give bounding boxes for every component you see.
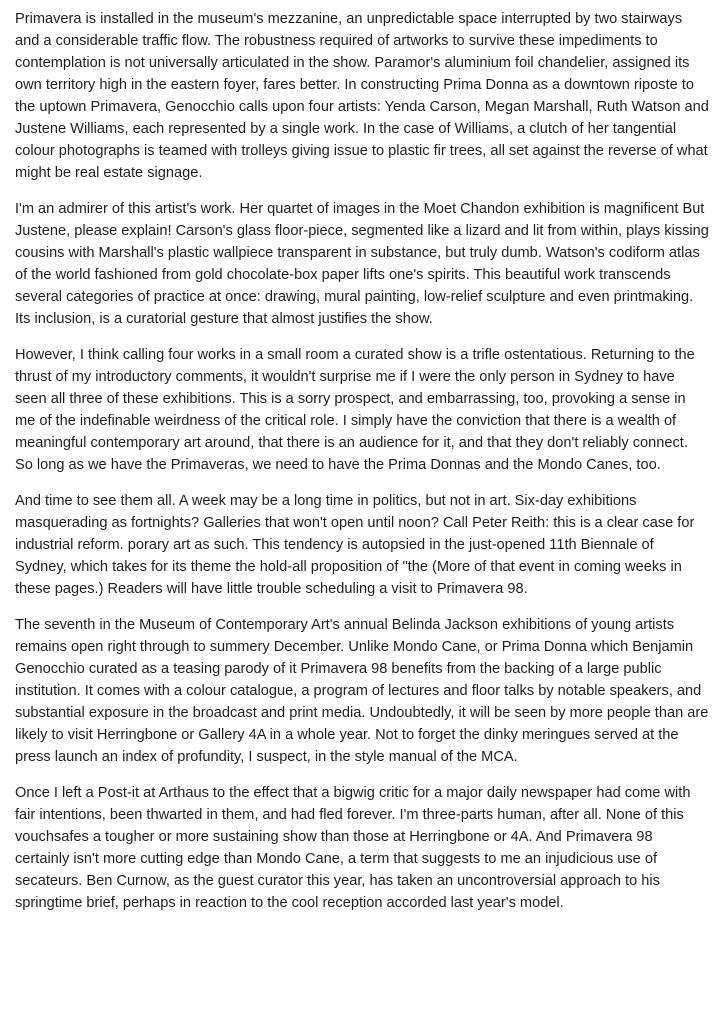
article-body: [0, 8, 717, 914]
paragraph-6: Once I left a Post-it at Arthaus to the effect that a bigwig critic for a major daily newspaper had come with fair intentions, been thwarted in them, and had fled forever. I'm three-parts human, after all. None of this vouchsafes a tougher or more sustaining show than those at Herringbone or 4A. And Primavera 98 certainly isn't more cutting edge than Mondo Cane, a term that suggests to me an injudicious use of secateurs. Ben Curnow, as the guest curator this year, has taken an uncontroversial approach to his springtime brief, perhaps in reaction to the cool reception accorded last year's model.: [15, 785, 691, 911]
paragraph-4: And time to see them all. A week may be a long time in politics, but not in art. Six-day exhibitions masquerading as fortnights? Galleries that won't open until noon? Call Peter Reith: this is a clear case for industrial reform. porary art as such. This tendency is autopsied in the just-opened 11th Biennale of Sydney, which takes for its theme the hold-all proposition of "the (More of that event in coming weeks in these pages.) Readers will have little trouble scheduling a visit to Primavera 98.: [15, 493, 695, 597]
paragraph-1: Primavera is installed in the museum's mezzanine, an unpredictable space interrupted by two stairways and a considerable traffic flow. The robustness required of artworks to survive these impediments to contemplation is not universally articulated in the show. Paramor's aluminium foil chandelier, assigned its own territory high in the eastern foyer, fares better. In constructing Prima Donna as a downtown riposte to the uptown Primavera, Genocchio calls upon four artists: Yenda Carson, Megan Marshall, Ruth Watson and Justene Williams, each represented by a single work. In the case of Williams, a clutch of her tangential colour photographs is teamed with trolleys giving issue to plastic fir trees, all set against the reverse of what might be real estate signage.: [15, 11, 709, 181]
paragraph-5: The seventh in the Museum of Contemporary Art's annual Belinda Jackson exhibitions of young artists remains open right through to summery December. Unlike Mondo Cane, or Prima Donna which Benjamin Genocchio curated as a teasing parody of it Primavera 98 benefits from the backing of a large public institution. It comes with a colour catalogue, a program of lectures and floor talks by notable speakers, and substantial exposure in the broadcast and print media. Undoubtedly, it will be seen by more people than are likely to visit Herringbone or Gallery 4A in a whole year. Not to forget the dinky meringues served at the press launch an index of profundity, I suspect, in the style manual of the MCA.: [15, 617, 709, 765]
paragraph-2: I'm an admirer of this artist's work. Her quartet of images in the Moet Chandon exhibition is magnificent But Justene, please explain! Carson's glass floor-piece, segmented like a lizard and lit from within, plays kissing cousins with Marshall's plastic wallpiece transparent in substance, but truly dumb. Watson's codiform atlas of the world fashioned from gold chocolate-box paper lifts one's spirits. This beautiful work transcends several categories of practice at once: drawing, mural painting, low-relief sculpture and even printmaking. Its inclusion, is a curatorial gesture that almost justifies the show.: [15, 201, 709, 327]
paragraph-3: However, I think calling four works in a small room a curated show is a trifle ostentatious. Returning to the thrust of my introductory comments, it wouldn't surprise me if I were the only person in Sydney to have seen all three of these exhibitions. This is a sorry prospect, and embarrassing, too, provoking a sense in me of the indefinable weirdness of the critical role. I simply have the conviction that there is a wealth of meaningful contemporary art around, that there is an audience for it, and that they don't reliably connect. So long as we have the Primaveras, we need to have the Prima Donnas and the Mondo Canes, too.: [15, 347, 695, 473]
